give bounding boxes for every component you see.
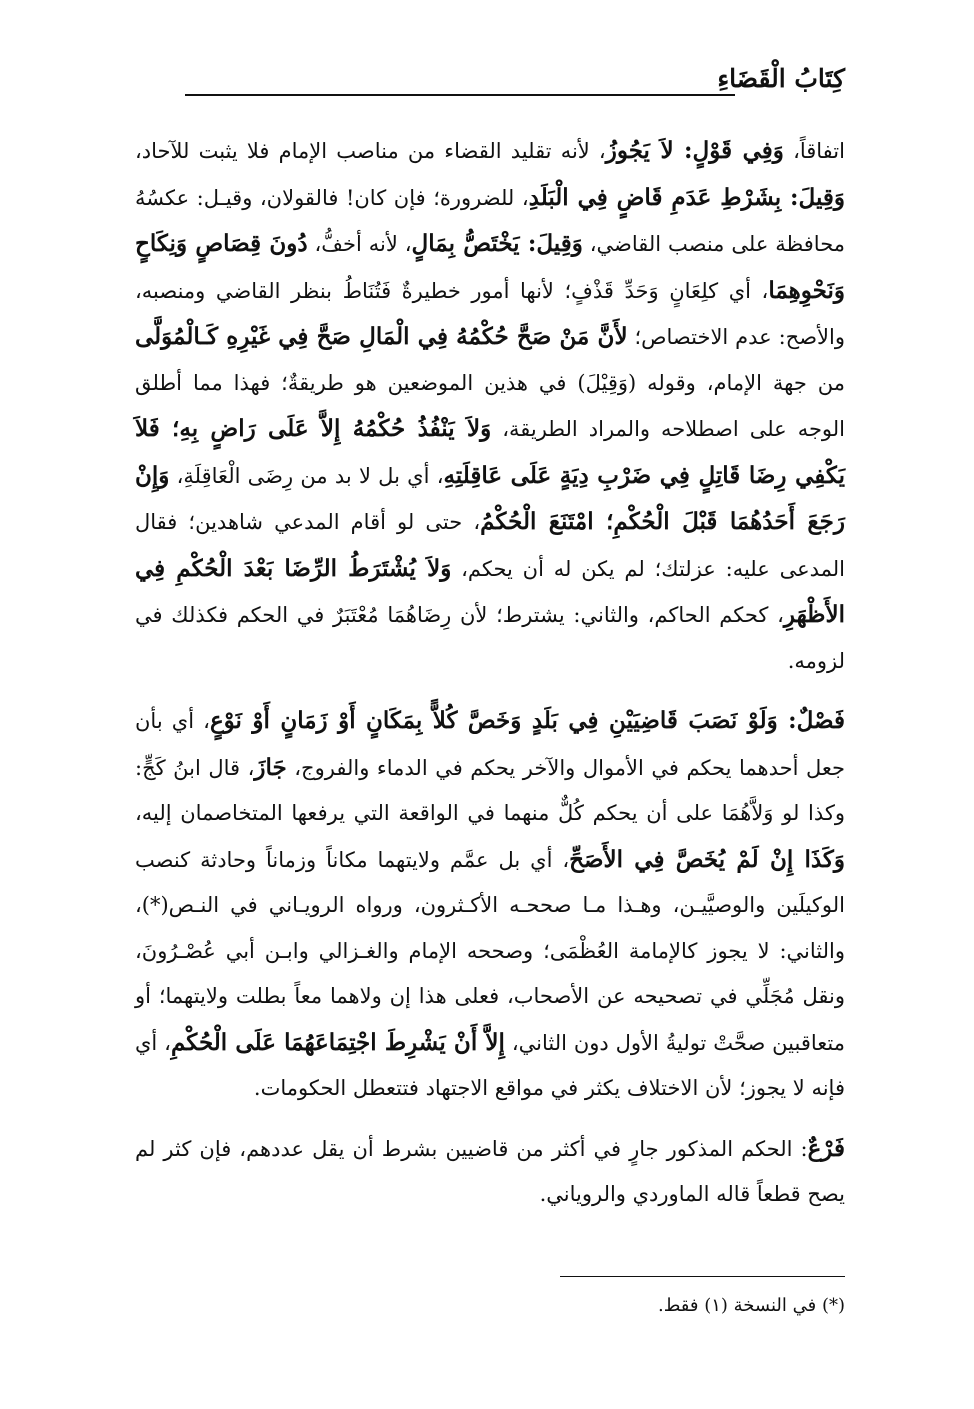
matn-run: وَفِي قَوْلٍ: لاَ يَجُوزُ xyxy=(605,137,784,164)
text-run: ، أي فإنه لا يجوز؛ لأن الاختلاف يكثر في مواقع الاجتهاد فتتعطل الحكومات. xyxy=(135,1030,845,1100)
text-run: ، حتى لو أقام المدعي شاهدين؛ فقال المدعى عليه: عزلتك؛ لم يكن له أن يحكم، xyxy=(135,510,845,581)
matn-run: وَإِنْ رَجَعَ أَحَدُهُمَا قَبْلَ الْحُكْمِ؛ امْتَنَعَ الْحُكْمُ xyxy=(135,461,845,535)
matn-run: وَلاَ يُشْتَرَطُ الرِّضَا بَعْدَ الْحُكْمِ فِي الأَظْهَرِ xyxy=(135,554,845,628)
text-run: اتفاقاً، xyxy=(783,139,845,163)
text-run: ، أي بل لا بد من رِضَى الْعَاقِلَةِ، xyxy=(169,463,444,488)
text-run: ، لأنه تقليد القضاء من مناصب الإمام فلا يثبت للآحاد، xyxy=(135,139,606,163)
text-run: ، أي بأن جعل أحدهما يحكم في الأموال والآخر يحكم في الدماء والفروج، xyxy=(135,709,845,780)
matn-run: وَكَذَا إِنْ لَمْ يُخَصَّ فِي الأَصَحِّ xyxy=(569,845,845,873)
matn-run: دُونَ قِصَاصٍ وَنِكَاحٍ وَنَحْوِهِمَا xyxy=(135,230,845,304)
matn-run: إِلاَّ أَنْ يَشْرِطَ اجْتِمَاعَهُمَا عَلَى الْحُكْمِ xyxy=(170,1028,505,1056)
book-title: كِتَابُ الْقَضَاءِ xyxy=(717,64,845,93)
paragraph-2 xyxy=(135,698,845,1112)
header-rule xyxy=(185,94,735,96)
text-run: ، قال ابنُ كَجٍّ: وكذا لو وَلاَّهُمَا على أن يحكم كُلٌّ منهما في الواقعة التي يرفعها المتخاصمان إليه، xyxy=(135,755,845,825)
text-run: ، للضرورة؛ فإن كان! فالقولان، وقيـل: عكسُهُ محافظة على منصب القاضي، xyxy=(135,185,845,256)
main-text xyxy=(135,128,845,1218)
paragraph-3 xyxy=(135,1126,845,1218)
subsection-heading: فَرْعٌ xyxy=(807,1134,845,1162)
running-header xyxy=(185,62,845,102)
text-run: من جهة الإمام، وقوله (وَقِيْلَ) في هذين الموضعين هو طريقةٌ؛ فهذا مما أطلق الوجه على اصطلاحه والمراد الطريقة، xyxy=(135,370,846,441)
matn-run: وَقِيلَ: يَخْتَصُّ بِمَالٍ xyxy=(411,230,583,257)
text-run: ، كحكم الحاكم، والثاني: يشترط؛ لأن رِضَاهُمَا مُعْتَبَرٌ في الحكم فكذلك في لزومه. xyxy=(135,603,845,673)
footnote-separator xyxy=(560,1276,845,1277)
footnote: (*) في النسخة (١) فقط. xyxy=(657,1295,845,1316)
text-run: ، لأنه أخفُّ، xyxy=(307,232,412,256)
matn-run: لأَنَّ مَنْ صَحَّ حُكْمُهُ فِي الْمَالِ صَحَّ فِي غَيْرِهِ كَـالْمُوَلَّى xyxy=(135,323,628,350)
matn-run: وَلاَ يَنْفُذُ حُكْمُهُ إِلاَّ عَلَى رَاضٍ بِهِ؛ فَلاَ يَكْفِي رِضَا قَاتِلٍ فِي ضَرْبِ دِيَةٍ عَلَى عَاقِلَتِهِ xyxy=(135,415,845,489)
matn-run: جَازَ xyxy=(254,753,287,781)
text-run: ، أي كلِعَانٍ وَحَدِّ قَذْفٍ؛ لأنها أمور خطيرةٌ فَتُنَاطُ بنظر القاضي ومنصبه، والأصح: عدم الاختصاص؛ xyxy=(135,278,845,349)
section-heading: فَصْلٌ: وَلَوْ نَصَبَ قَاضِيَيْنِ فِي بَلَدٍ وَخَصَّ كُلاًّ بِمَكَانٍ أَوْ زَمَانٍ أَوْ نَوْعٍ xyxy=(209,707,845,734)
paragraph-1 xyxy=(135,128,845,684)
text-run: ، أي بل عمَّم ولايتهما مكاناً وزماناً وحادثة كنصب الوكيلَين والوصيَّيـن، وهـذا مـا صححـه الأكـثرون، ورواه الرويـاني في النـص(*)، والثاني: لا يجوز كالإمامة العُظْمَى؛ وصححه الإمام والغـزالي وابـن أبي عُصْـرُونَ، ونقل مُجَلِّي في تصحيحه عن الأصحاب، فعلى هذا إن ولاهما معاً بطلت ولايتهما؛ أو متعاقبين صحَّتْ توليةُ الأول دون الثاني، xyxy=(135,847,845,1055)
matn-run: وَقِيلَ: بِشَرْطِ عَدَمِ قَاضٍ فِي الْبَلَدِ xyxy=(528,183,845,211)
text-run: : الحكم المذكور جارٍ في أكثر من قاضيين بشرط أن يقل عددهم، فإن كثر لم يصح قطعاً قاله الماوردي والروياني. xyxy=(135,1136,845,1206)
